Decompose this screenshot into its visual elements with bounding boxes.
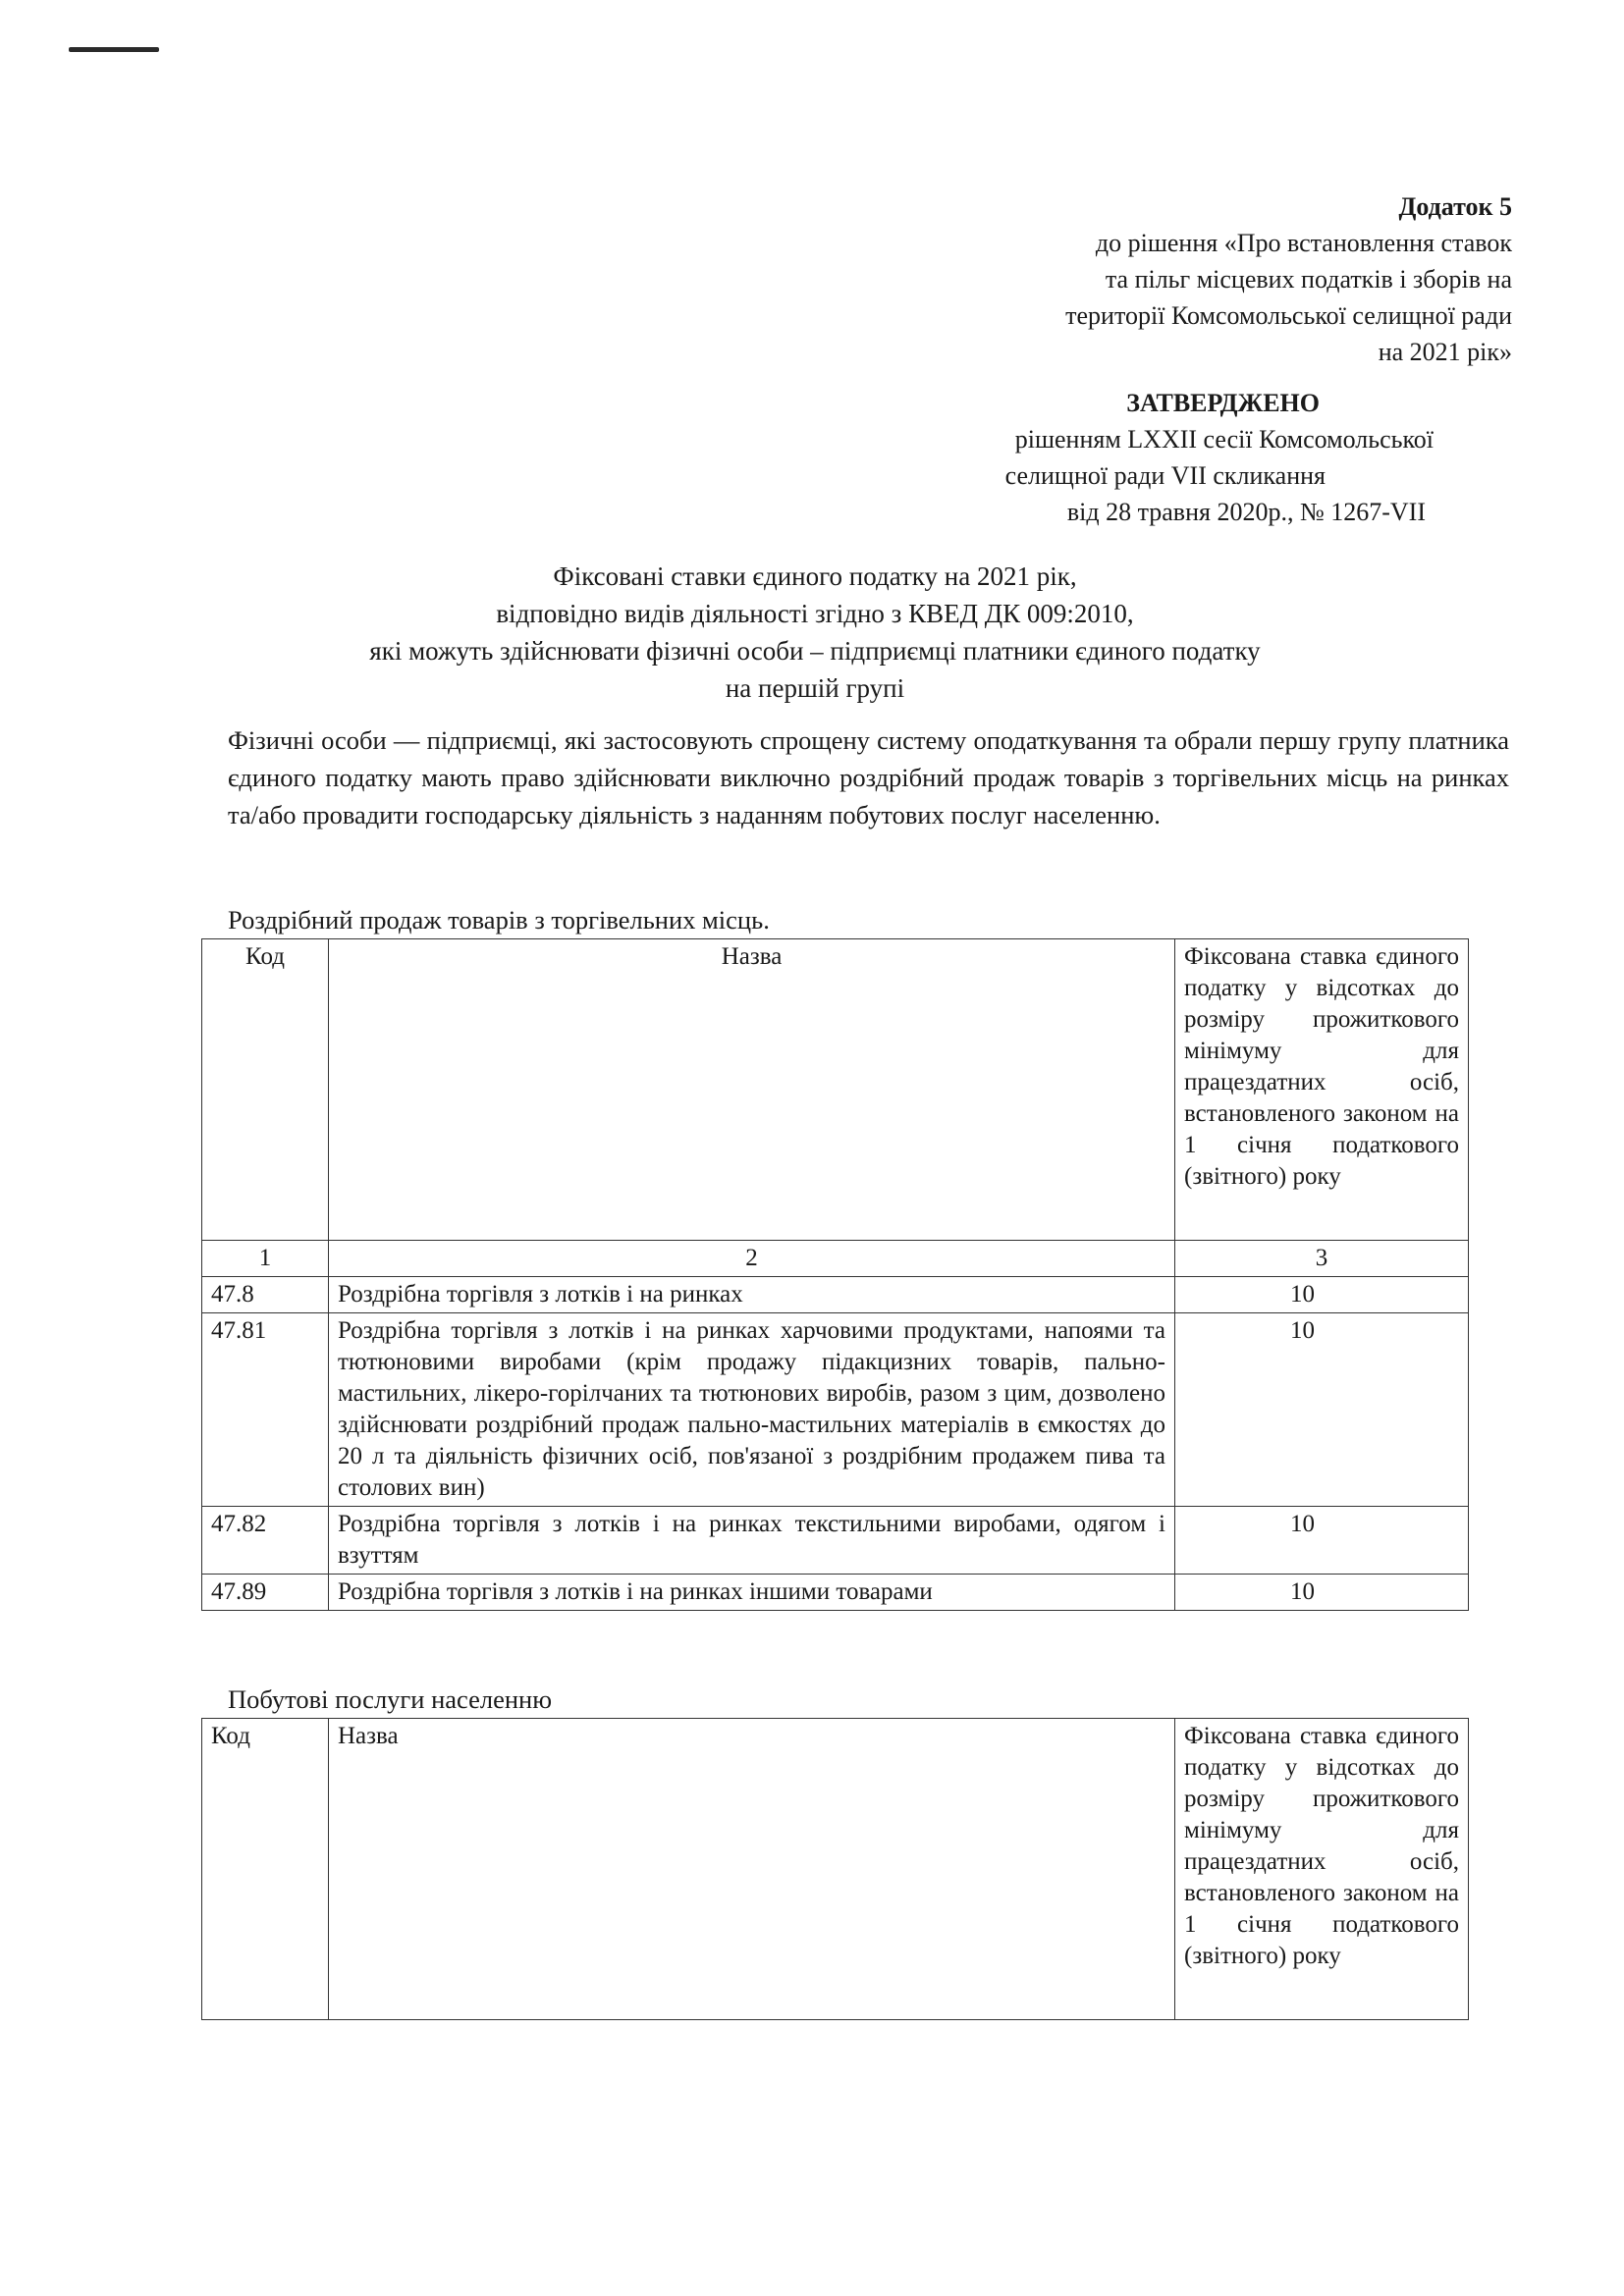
index-cell: 3 <box>1175 1241 1469 1277</box>
row-name: Роздрібна торгівля з лотків і на ринках текстильними виробами, одягом і взуттям <box>329 1507 1175 1575</box>
header-rate: Фіксована ставка єдиного податку у відсотках до розміру прожиткового мінімуму для працездатних осіб, встановленого законом на 1 січня податкового (звітного) року <box>1175 1719 1469 2020</box>
addendum-line: та пільг місцевих податків і зборів на <box>1105 265 1512 294</box>
approval-block <box>884 385 1434 530</box>
row-code: 47.89 <box>202 1575 329 1611</box>
table-row <box>202 1313 1469 1507</box>
row-rate: 10 <box>1175 1277 1469 1313</box>
retail-table <box>201 938 1469 1611</box>
approval-line: від 28 травня 2020р., № 1267-VII <box>1066 498 1426 526</box>
row-name: Роздрібна торгівля з лотків і на ринках харчовими продуктами, напоями та тютюновими виробами (крім продажу підакцизних товарів, пально-мастильних, лікеро-горілчаних та тютюнових виробів, разом з цим, дозволено здійснювати роздрібний продаж пально-мастильних матеріалів в ємкостях до 20 л та діяльність фізичних осіб, пов'язаної з роздрібним продажем пива та столових вин) <box>329 1313 1175 1507</box>
header-name: Назва <box>329 939 1175 1241</box>
table-index-row <box>202 1241 1469 1277</box>
table-row <box>202 1277 1469 1313</box>
title-line: відповідно видів діяльності згідно з КВЕД ДК 009:2010, <box>496 599 1134 628</box>
title-line: на першій групі <box>725 673 905 703</box>
table-row <box>202 1575 1469 1611</box>
title-line: Фіксовані ставки єдиного податку на 2021 рік, <box>553 561 1077 591</box>
row-rate: 10 <box>1175 1313 1469 1507</box>
header-rate: Фіксована ставка єдиного податку у відсотках до розміру прожиткового мінімуму для працездатних осіб, встановленого законом на 1 січня податкового (звітного) року <box>1175 939 1469 1241</box>
row-code: 47.81 <box>202 1313 329 1507</box>
table-header-row <box>202 1719 1469 2020</box>
header-code: Код <box>202 939 329 1241</box>
row-rate: 10 <box>1175 1575 1469 1611</box>
addendum-line: території Комсомольської селищної ради <box>1065 301 1512 330</box>
approval-line: рішенням LXXII сесії Комсомольської <box>1014 425 1434 454</box>
intro-paragraph: Фізичні особи — підприємці, які застосовують спрощену систему оподаткування та обрали першу групу платника єдиного податку мають право здійснювати виключно роздрібний продаж товарів з торгівельних місць на ринках та/або провадити господарську діяльність з наданням побутових послуг населенню. <box>228 725 1509 829</box>
addendum-block <box>943 188 1512 370</box>
row-rate: 10 <box>1175 1507 1469 1575</box>
addendum-line: до рішення «Про встановлення ставок <box>1095 229 1512 257</box>
table-row <box>202 1507 1469 1575</box>
row-name: Роздрібна торгівля з лотків і на ринках <box>329 1277 1175 1313</box>
approval-line: селищної ради VII скликання <box>1004 461 1326 490</box>
addendum-title: Додаток 5 <box>1398 192 1512 221</box>
services-table <box>201 1718 1469 2020</box>
retail-caption: Роздрібний продаж товарів з торгівельних місць. <box>228 905 770 934</box>
row-code: 47.82 <box>202 1507 329 1575</box>
document-title <box>226 558 1404 707</box>
title-line: які можуть здійснювати фізичні особи – підприємці платники єдиного податку <box>369 636 1261 666</box>
header-name: Назва <box>329 1719 1175 2020</box>
services-caption: Побутові послуги населенню <box>228 1684 553 1714</box>
table-header-row <box>202 939 1469 1241</box>
row-name: Роздрібна торгівля з лотків і на ринках іншими товарами <box>329 1575 1175 1611</box>
index-cell: 2 <box>329 1241 1175 1277</box>
approved-label: ЗАТВЕРДЖЕНО <box>1126 389 1320 417</box>
addendum-line: на 2021 рік» <box>1378 338 1512 366</box>
index-cell: 1 <box>202 1241 329 1277</box>
header-code: Код <box>202 1719 329 2020</box>
row-code: 47.8 <box>202 1277 329 1313</box>
scan-mark <box>69 47 159 52</box>
